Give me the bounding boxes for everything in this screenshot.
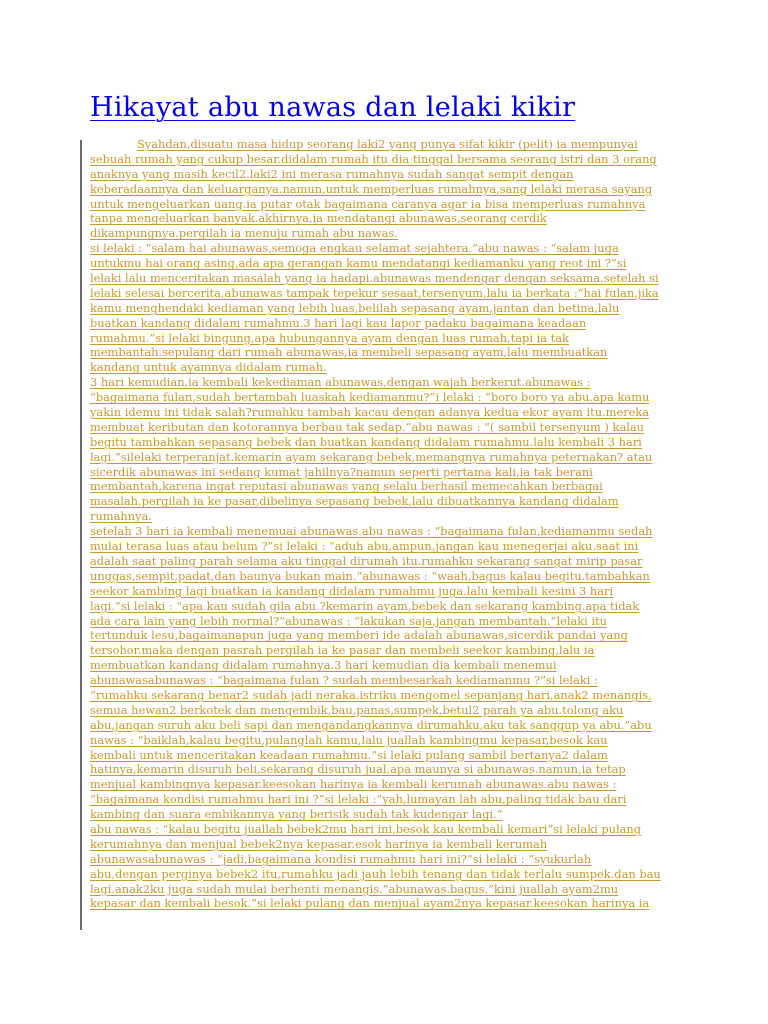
story-line-link[interactable]: mulai terasa luas atau belum ?”si lelaki : “aduh abu,ampun,jangan kau menegerjai aku.saat ini	[90, 539, 639, 554]
story-line-link[interactable]: “bagaimana kondisi rumahmu hari ini ?”si lelaki :“yah,lumayan lah abu,paling tidak bau dari	[90, 792, 627, 807]
article-title-link[interactable]: Hikayat abu nawas dan lelaki kikir	[90, 92, 576, 123]
story-line-link[interactable]: begitu tambahkan sepasang bebek dan buatkan kandang didalam rumahmu.lalu kembali 3 hari	[90, 434, 642, 449]
story-line-link[interactable]: rumahnya.	[90, 509, 152, 524]
story-text	[90, 137, 690, 911]
story-line-link[interactable]: si lelaki : “salam hai abunawas,semoga engkau selamat sejahtera.”abu nawas : “salam juga	[90, 241, 619, 256]
story-line-link[interactable]: 3 hari kemudian,ia kembali kekediaman abunawas,dengan wajah berkerut.abunawas :	[90, 375, 591, 390]
story-line-link[interactable]: unggas,sempit,padat,dan baunya bukan main.”abunawas : “waah,bagus kalau begitu.tambahkan	[90, 568, 650, 583]
story-line-link[interactable]: Syahdan,disuatu masa hidup seorang laki2 yang punya sifat kikir (pelit) ia mempunyai	[137, 137, 638, 151]
story-line-link[interactable]: menjual kambingnya kepasar.keesokan harinya ia kembali kerumah abunawas.abu nawas :	[90, 777, 617, 792]
story-line-link[interactable]: semua hewan2 berkotek dan mengembik,bau,panas,sumpek,betul2 parah ya abu.tolong aku	[90, 702, 624, 717]
story-line-link[interactable]: dikampungnya.pergilah ia menuju rumah abu nawas.	[90, 226, 398, 241]
story-line-link[interactable]: abunawasabunawas : “bagaimana fulan ? sudah membesarkah kediamanmu ?”si lelaki :	[90, 673, 598, 688]
story-line-link[interactable]: abu,dengan perginya bebek2 itu,rumahku jadi jauh lebih tenang dan tidak terlalu sumpek.dan bau	[90, 866, 661, 881]
story-line-link[interactable]: abu,jangan suruh aku beli sapi dan mengandangkannya dirumahku,aku tak sanggup ya abu.”abu	[90, 717, 652, 732]
story-line-link[interactable]: hatinya,kemarin disuruh beli,sekarang disuruh jual,apa maunya si abunawas.namun,ia tetap	[90, 762, 626, 777]
story-line-link[interactable]: kerumahnya dan menjual bebek2nya kepasar.esok harinya ia kembali kerumah	[90, 836, 548, 851]
story-line-link[interactable]: untuk mengeluarkan uang.ia putar otak bagaimana caranya agar ia bisa memperluas rumahnya	[90, 196, 646, 211]
story-line-link[interactable]: lagi.”si lelaki : “apa kau sudah gila abu ?kemarin ayam,bebek dan sekarang kambing.apa tidak	[90, 598, 640, 613]
story-line-link[interactable]: tanpa mengeluarkan banyak.akhirnya,ia mendatangi abunawas,seorang cerdik	[90, 211, 547, 226]
story-line-link[interactable]: masalah.pergilah ia ke pasar,dibelinya sepasang bebek,lalu dibuatkannya kandang didalam	[90, 494, 619, 509]
story-line-link[interactable]: tertunduk lesu,bagaimanapun juga yang memberi ide adalah abunawas,sicerdik pandai yang	[90, 628, 628, 643]
story-line-link[interactable]: rumahmu.”si lelaki bingung,apa hubungannya ayam dengan luas rumah,tapi ia tak	[90, 330, 569, 345]
story-line-link[interactable]: kamu menghendaki kediaman yang lebih luas,belilah sepasang ayam,jantan dan betina,lalu	[90, 300, 620, 315]
story-line-link[interactable]: abu nawas : “kalau begitu juallah bebek2mu hari ini,besok kau kembali kemari”si lelaki pulang	[90, 821, 642, 836]
story-line-link[interactable]: keberadaannya dan keluarganya.namun,untuk memperluas rumahnya,sang lelaki merasa sayang	[90, 181, 653, 196]
story-line-link[interactable]: kambing dan suara embikannya yang berisik sudah tak kudengar lagi.”	[90, 807, 503, 822]
story-line-link[interactable]: membantah,karena ingat reputasi abunawas yang selalu berhasil memecahkan berbagai	[90, 479, 603, 494]
story-line-link[interactable]: membuatkan kandang didalam rumahnya.3 hari kemudian dia kembali menemui	[90, 658, 557, 673]
story-line-link[interactable]: buatkan kandang didalam rumahmu.3 hari lagi kau lapor padaku bagaimana keadaan	[90, 315, 587, 330]
story-line-link[interactable]: lelaki selesai bercerita,abunawas tampak tepekur sesaat,tersenyum,lalu ia berkata :“hai fulan,jika	[90, 285, 659, 300]
story-line-link[interactable]: untukmu hai orang asing,ada apa gerangan kamu mendatangi kediamanku yang reot ini ?”si	[90, 256, 627, 271]
story-line-link[interactable]: membantah.sepulang dari rumah abunawas,ia membeli sepasang ayam,lalu membuatkan	[90, 345, 608, 360]
story-line-link[interactable]: lagi.”silelaki terperanjat.kemarin ayam sekarang bebek,memangnya rumahnya peternakan? atau	[90, 449, 653, 464]
story-line-link[interactable]: setelah 3 hari ia kembali menemuai abunawas.abu nawas : “bagaimana fulan,kediamanmu sedah	[90, 524, 653, 539]
story-line-link[interactable]: adalah saat paling parah selama aku tinggal dirumah itu.rumahku sekarang sangat mirip pasar	[90, 553, 643, 568]
story-line-link[interactable]: lelaki lalu menceritakan masalah yang ia hadapi.abunawas mendengar dengan seksama.setelah si	[90, 271, 659, 286]
story-line-link[interactable]: kembali untuk menceritakan keadaan rumahmu.”si lelaki pulang sambil bertanya2 dalam	[90, 747, 608, 762]
story-line-link[interactable]: membuat keributan dan kotorannya berbau tak sedap.”abu nawas : “( sambil tersenyum ) kalau	[90, 419, 645, 434]
story-line-link[interactable]: anaknya yang masih kecil2.laki2 ini merasa rumahnya sudah sangat sempit dengan	[90, 166, 574, 181]
story-line-link[interactable]: tersohor.maka dengan pasrah pergilah ia ke pasar dan membeli seekor kambing,lalu ia	[90, 643, 595, 658]
story-line-link[interactable]: ada cara lain yang lebih normal?”abunawas : “lakukan saja,jangan membantah.”lelaki itu	[90, 613, 607, 628]
story-line-link[interactable]: nawas : “baiklah,kalau begitu,pulanglah kamu,lalu juallah kambingmu kepasar,besok kau	[90, 732, 608, 747]
story-line-link[interactable]: sicerdik abunawas ini sedang kumat jahilnya?namun seperti pertama kali,ia tak berani	[90, 464, 593, 479]
story-line-link[interactable]: lagi.anak2ku juga sudah mulai berhenti menangis.”abunawas.bagus.”kini juallah ayam2mu	[90, 881, 619, 896]
story-line-link[interactable]: kandang untuk ayamnya didalam rumah.	[90, 360, 327, 375]
story-line-link[interactable]: “rumahku sekarang benar2 sudah jadi neraka.istriku mengomel sepanjang hari,anak2 menangis,	[90, 687, 652, 702]
story-line-link[interactable]: yakin idemu ini tidak salah?rumahku tambah kacau dengan adanya kedua ekor ayam itu.mereka	[90, 405, 650, 420]
story-line-link[interactable]: abunawasabunawas : “jadi,bagaimana kondisi rumahmu hari ini?”si lelaki : “syukurlah	[90, 851, 592, 866]
story-line-link[interactable]: sebuah rumah yang cukup besar.didalam rumah itu dia tinggal bersama seorang istri dan 3 orang	[90, 151, 657, 166]
story-line-link[interactable]: kepasar dan kembali besok.”si lelaki pulang dan menjual ayam2nya kepasar.keesokan harinya ia	[90, 896, 650, 911]
blockquote-rule	[80, 140, 82, 930]
story-line-link[interactable]: seekor kambing lagi buatkan ia kandang didalam rumahmu juga.lalu kembali kesini 3 hari	[90, 583, 614, 598]
story-line-link[interactable]: “bagaimana fulan,sudah bertambah luaskah kediamanmu?”i lelaki : “boro boro ya abu.apa kamu	[90, 390, 650, 405]
